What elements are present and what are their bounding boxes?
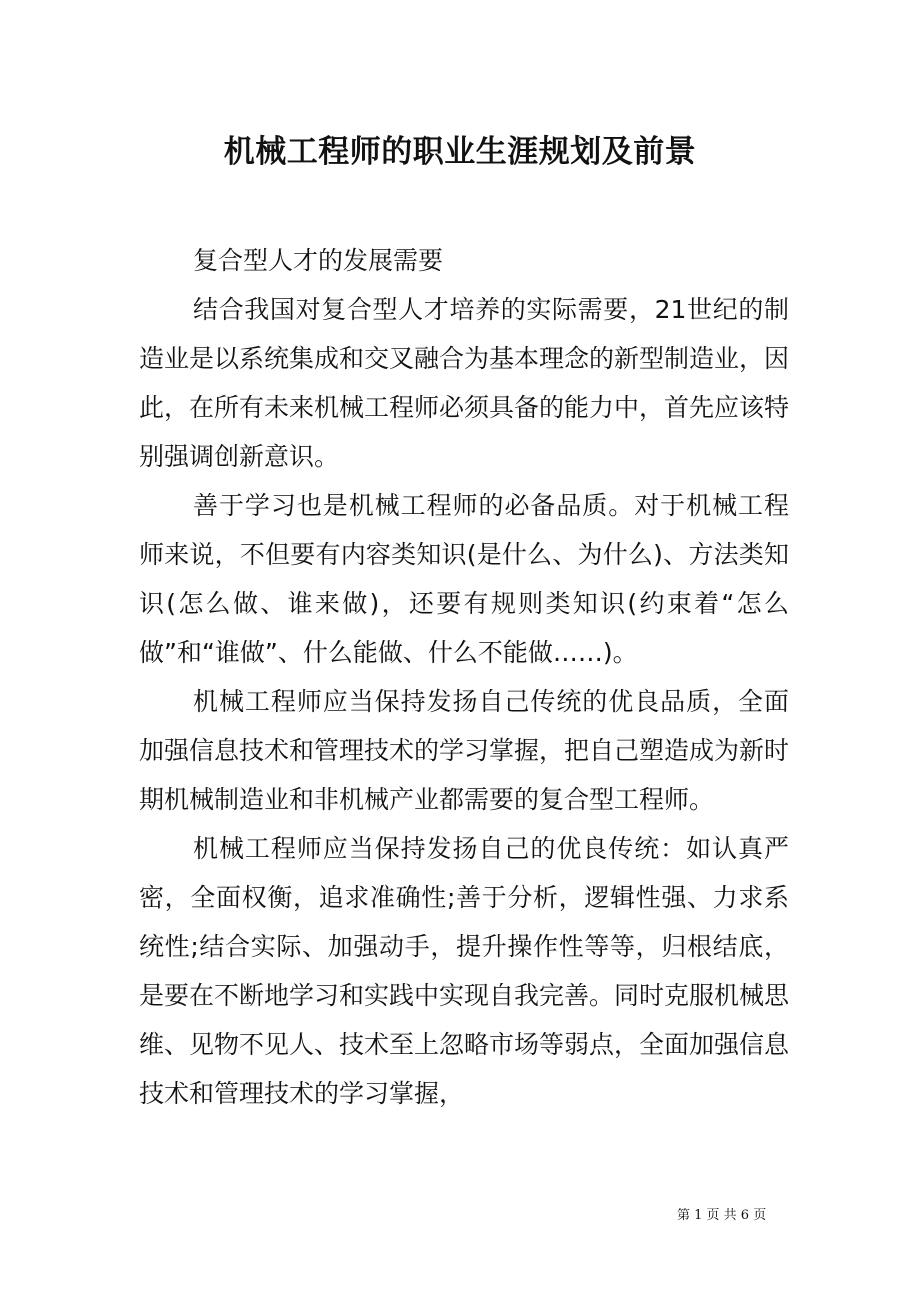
- document-body: [139, 236, 789, 1118]
- document-title: 机械工程师的职业生涯规划及前景: [223, 134, 697, 170]
- paragraph: 机械工程师应当保持发扬自己传统的优良品质，全面加强信息技术和管理技术的学习掌握，把自己塑造成为新时期机械制造业和非机械产业都需要的复合型工程师。: [139, 687, 790, 814]
- paragraph-heading: 复合型人才的发展需要: [193, 246, 444, 275]
- paragraph: 机械工程师应当保持发扬自己的优良传统：如认真严密，全面权衡，追求准确性;善于分析，逻辑性强、力求系统性;结合实际、加强动手，提升操作性等等，归根结底，是要在不断地学习和实践中实现自我完善。同时克服机械思维、见物不见人、技术至上忽略市场等弱点，全面加强信息技术和管理技术的学习掌握，: [139, 834, 790, 1108]
- paragraph: 结合我国对复合型人才培养的实际需要，21世纪的制造业是以系统集成和交叉融合为基本理念的新型制造业，因此，在所有未来机械工程师必须具备的能力中，首先应该特别强调创新意识。: [139, 295, 790, 471]
- paragraph: 善于学习也是机械工程师的必备品质。对于机械工程师来说，不但要有内容类知识(是什么、为什么)、方法类知识(怎么做、谁来做)，还要有规则类知识(约束着“怎么做”和“谁做”、什么能做、什么不能做……)。: [139, 491, 789, 667]
- page-number-footer: 第 1 页 共 6 页: [677, 1208, 767, 1223]
